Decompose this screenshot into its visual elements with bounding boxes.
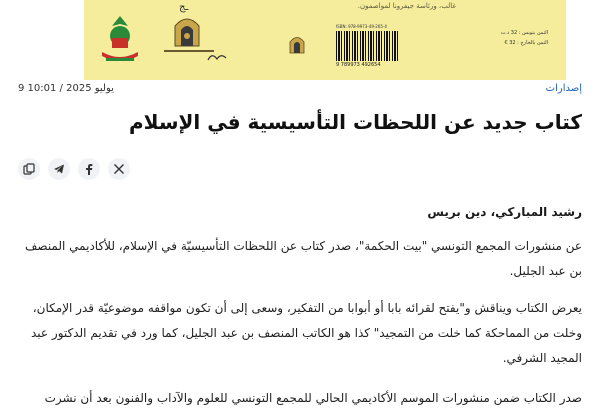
isbn-text: ISBN: 978-9973-49-265-4	[336, 24, 387, 29]
article-title: كتاب جديد عن اللحظات التأسيسية في الإسلام	[128, 110, 582, 134]
barcode-number: 9 789973 492654	[336, 62, 381, 68]
article-paragraph-2: يعرض الكتاب ويناقش و"يفتح لقرائه بابا أو أبوابا من التفكير، وسعى إلى أن تكون مواقفه موضوعيّة قدر الإمكان، وخلت من المماحكة كما خلت من التمجيد" كذا هو الكاتب المنصف بن عبد الجليل، كما ورد في تقديم الدكتور عبد المجيد الشرفي.	[31, 301, 582, 365]
price-abroad: الثمن بالخارج : 32 €	[504, 40, 548, 46]
article-author: رشيد المباركي، دين بريس	[427, 205, 582, 219]
academy-logo-icon	[172, 14, 202, 48]
cover-top-text: غالب، ورئاسة جيفرونا لمواصمون.	[357, 2, 456, 10]
article-paragraph-1: عن منشورات المجمع التونسي "بيت الحكمة"، صدر كتاب عن اللحظات التأسيسيّة في الإسلام، للأكاديمي المنصف بن عبد الجليل.	[24, 239, 582, 278]
article-paragraph-3: صدر الكتاب ضمن منشورات الموسم الأكاديمي الحالي للمجمع التونسي للعلوم والآداب والفنون بعد أن نشرت	[44, 391, 582, 405]
barcode-bars	[336, 31, 400, 61]
arch-logo-icon	[288, 34, 306, 54]
calligraphy-icon	[206, 50, 228, 64]
share-bar	[18, 158, 130, 182]
telegram-icon	[53, 163, 65, 175]
emblem-logo-icon	[98, 12, 142, 68]
x-icon	[113, 163, 125, 175]
facebook-share-button[interactable]	[78, 158, 100, 180]
price-tunisia: الثمن بتونس : 32 د.ت	[500, 30, 548, 36]
barcode	[336, 24, 400, 68]
meta-row	[18, 83, 582, 97]
telegram-share-button[interactable]	[48, 158, 70, 180]
publish-date: 9 يوليو 2025 / 10:01	[18, 83, 114, 94]
academy-caption-line	[164, 50, 214, 52]
book-cover-image	[84, 0, 566, 80]
facebook-icon	[83, 163, 95, 175]
copy-link-icon	[23, 163, 35, 175]
x-share-button[interactable]	[108, 158, 130, 180]
category-link[interactable]: إصدارات	[545, 83, 582, 94]
copy-link-button[interactable]	[18, 158, 40, 180]
cover-image-area	[0, 0, 600, 80]
cover-glyph: ـج	[179, 2, 189, 13]
